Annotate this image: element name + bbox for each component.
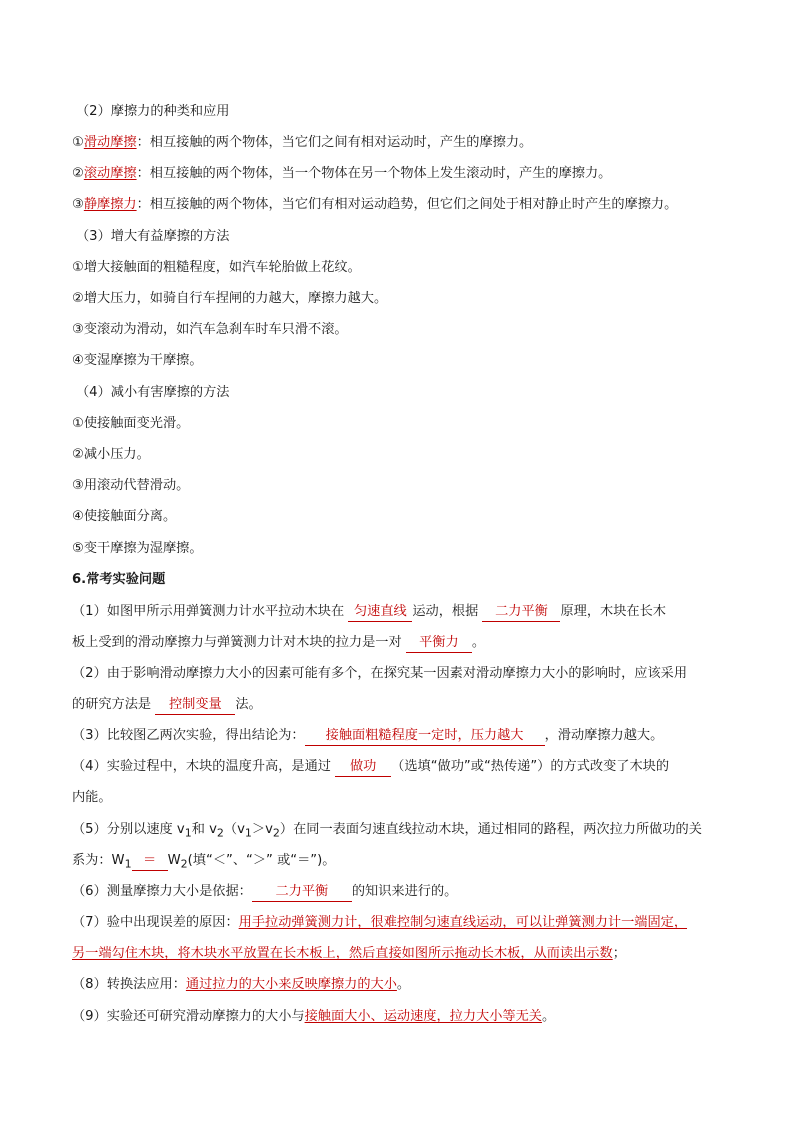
- answer-text: 控制变量: [168, 697, 222, 712]
- question-6: [72, 883, 457, 902]
- section-3-heading: （3）增大有益摩擦的方法: [76, 229, 230, 244]
- question-text: 。: [541, 1009, 556, 1024]
- item-text: ：相互接触的两个物体，当一个物体在另一个物体上发生滚动时，产生的摩擦力。: [136, 166, 612, 181]
- list-item: ⑤变干摩擦为湿摩擦。: [72, 541, 203, 556]
- question-text: 。: [471, 635, 486, 650]
- answer-blank: [155, 696, 235, 715]
- question-8: [72, 976, 410, 994]
- question-4-line-1: [72, 758, 669, 777]
- question-text: （4）实验过程中，木块的温度升高，是通过: [72, 759, 336, 774]
- answer-blank: [252, 883, 352, 902]
- list-item: [72, 165, 611, 183]
- item-number: ③: [72, 197, 84, 212]
- question-7-line-1: [72, 914, 687, 932]
- item-number: ①: [72, 135, 84, 150]
- question-1-line-2: [72, 634, 485, 653]
- answer-blank: [482, 603, 560, 622]
- item-number: ②: [72, 166, 84, 181]
- answer-text: 另一端勾住木块，将木块水平放置在长木板上，然后直接如图所示拖动长木板，从而读出示数: [72, 946, 613, 961]
- question-text: （7）验中出现误差的原因：: [72, 915, 239, 930]
- answer-text: 二力平衡: [275, 884, 329, 899]
- answer-text: 做功: [349, 759, 377, 774]
- answer-text: 平衡力: [419, 635, 459, 650]
- question-text: ，滑动摩擦力越大。: [544, 728, 664, 743]
- subscript: 2: [180, 857, 188, 871]
- answer-blank: [348, 603, 412, 622]
- question-5-line-2: [72, 852, 335, 874]
- term-rolling-friction: 滚动摩擦: [83, 166, 137, 181]
- section-6-heading: 6.常考实验问题: [72, 572, 166, 587]
- question-text: （1）如图甲所示用弹簧测力计水平拉动木块在: [72, 604, 349, 619]
- subscript: 1: [184, 826, 192, 840]
- question-text: W: [167, 853, 181, 868]
- section-4-heading: （4）减小有害摩擦的方法: [76, 385, 230, 400]
- answer-blank: [335, 758, 391, 777]
- answer-text: 通过拉力的大小来反映摩擦力的大小: [185, 977, 397, 992]
- question-text: （选填“做功”或“热传递”）的方式改变了木块的: [391, 759, 670, 774]
- list-item: ④使接触面分离。: [72, 509, 177, 524]
- list-item: ①增大接触面的粗糙程度，如汽车轮胎做上花纹。: [72, 260, 361, 275]
- term-sliding-friction: 滑动摩擦: [83, 135, 137, 150]
- subscript: 1: [244, 826, 252, 840]
- question-text: （9）实验还可研究滑动摩擦力的大小与: [72, 1009, 305, 1024]
- list-item: ④变湿摩擦为干摩擦。: [72, 353, 203, 368]
- question-text: ；: [612, 946, 626, 961]
- list-item: [72, 134, 532, 152]
- question-2-line-1: （2）由于影响滑动摩擦力大小的因素可能有多个，在探究某一因素对滑动摩擦力大小的影响时，应该采用: [72, 666, 688, 681]
- list-item: ③用滚动代替滑动。: [72, 478, 190, 493]
- answer-text: 二力平衡: [495, 604, 548, 619]
- question-text: ＞v: [251, 822, 273, 837]
- question-text: 的知识来进行的。: [351, 884, 458, 899]
- subscript: 2: [272, 826, 280, 840]
- list-item: ②减小压力。: [72, 447, 150, 462]
- answer-text: 接触面大小、运动速度，拉力大小等无关: [304, 1009, 542, 1024]
- question-3: [72, 727, 663, 746]
- question-text: （5）分别以速度 v: [72, 822, 185, 837]
- answer-text: 接触面粗糙程度一定时，压力越大: [325, 728, 524, 743]
- question-4-line-2: 内能。: [72, 790, 112, 805]
- question-7-line-2: [72, 945, 626, 963]
- answer-blank: [132, 852, 168, 871]
- question-text: 法。: [235, 697, 262, 712]
- list-item: [72, 196, 677, 214]
- item-text: ：相互接触的两个物体，当它们之间有相对运动时，产生的摩擦力。: [136, 135, 533, 150]
- term-static-friction: 静摩擦力: [83, 197, 137, 212]
- list-item: ②增大压力，如骑自行车捏闸的力越大，摩擦力越大。: [72, 291, 388, 306]
- question-text: 运动，根据: [412, 604, 483, 619]
- question-text: 的研究方法是: [72, 697, 156, 712]
- list-item: ③变滚动为滑动，如汽车急刹车时车只滑不滚。: [72, 322, 348, 337]
- section-2-heading: （2）摩擦力的种类和应用: [76, 104, 230, 119]
- answer-text: ＝: [143, 853, 157, 868]
- question-1-line-1: [72, 603, 666, 622]
- question-text: 。: [396, 977, 411, 992]
- question-text: （v: [223, 822, 245, 837]
- question-text: （8）转换法应用：: [72, 977, 186, 992]
- question-9: [72, 1008, 555, 1026]
- question-text: （6）测量摩擦力大小是依据：: [72, 884, 252, 899]
- subscript: 1: [124, 857, 132, 871]
- question-text: 和 v: [191, 822, 217, 837]
- answer-blank: [406, 634, 472, 653]
- item-text: ：相互接触的两个物体，当它们有相对运动趋势，但它们之间处于相对静止时产生的摩擦力。: [136, 197, 678, 212]
- answer-text: 用手拉动弹簧测力计，很难控制匀速直线运动，可以让弹簧测力计一端固定，: [238, 915, 688, 930]
- answer-blank: [305, 727, 545, 746]
- list-item: ①使接触面变光滑。: [72, 416, 190, 431]
- question-text: （3）比较图乙两次实验，得出结论为：: [72, 728, 305, 743]
- answer-text: 匀速直线: [353, 604, 407, 619]
- question-text: (填“＜”、“＞” 或“＝”)。: [187, 853, 336, 868]
- question-text: 板上受到的滑动摩擦力与弹簧测力计对木块的拉力是一对: [72, 635, 406, 650]
- question-2-line-2: [72, 696, 262, 715]
- question-text: ）在同一表面匀速直线拉动木块，通过相同的路程，两次拉力所做功的关: [279, 822, 702, 837]
- question-text: 系为：W: [72, 853, 125, 868]
- subscript: 2: [216, 826, 224, 840]
- question-5-line-1: [72, 821, 702, 843]
- question-text: 原理，木块在长木: [560, 604, 666, 619]
